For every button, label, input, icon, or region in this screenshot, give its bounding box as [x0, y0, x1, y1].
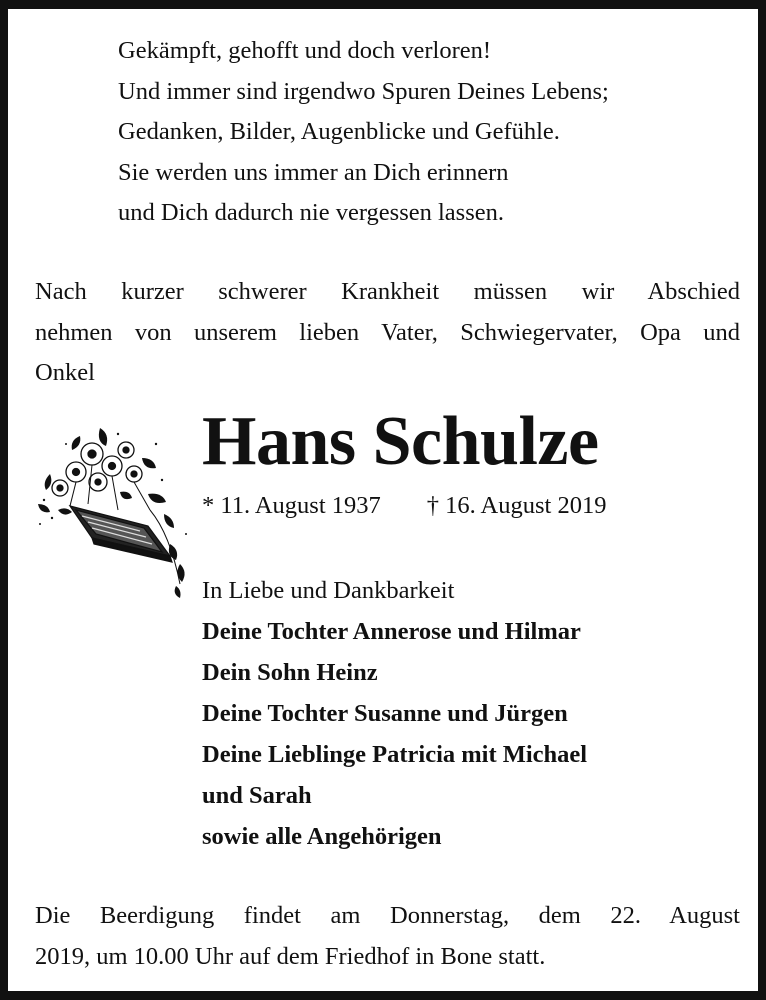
family-member: Deine Tochter Susanne und Jürgen [202, 700, 568, 727]
death-date: † 16. August 2019 [426, 492, 607, 519]
funeral-info [35, 896, 740, 977]
funeral-line: 2019, um 10.00 Uhr auf dem Friedhof in Bone statt. [35, 942, 546, 970]
poem-line: Und immer sind irgendwo Spuren Deines Lebens; [118, 77, 609, 105]
family-signatures [202, 570, 587, 857]
poem-line: und Dich dadurch nie vergessen lassen. [118, 199, 504, 226]
funeral-line: Die Beerdigung findet am Donnerstag, dem 22. August [35, 902, 740, 929]
intro-text [35, 272, 740, 394]
poem-line: Sie werden uns immer an Dich erinnern [118, 158, 509, 186]
family-member: Dein Sohn Heinz [202, 659, 378, 686]
intro-line: nehmen von unserem lieben Vater, Schwiegervater, Opa und [35, 318, 740, 346]
deceased-name: Hans Schulze [202, 403, 599, 480]
intro-line: Onkel [35, 359, 95, 386]
poem [118, 31, 738, 234]
family-member: und Sarah [202, 782, 312, 809]
birth-date: * 11. August 1937 [202, 492, 381, 519]
poem-line: Gekämpft, gehofft und doch verloren! [118, 37, 492, 64]
family-member: Deine Lieblinge Patricia mit Michael [202, 741, 588, 768]
family-member: sowie alle Angehörigen [202, 823, 442, 850]
family-member: Deine Tochter Annerose und Hilmar [202, 618, 581, 645]
intro-line: Nach kurzer schwerer Krankheit müssen wir Abschied [35, 278, 740, 305]
flower-bouquet-icon [30, 414, 200, 604]
dedication-line: In Liebe und Dankbarkeit [202, 577, 455, 604]
life-dates [202, 489, 606, 523]
poem-line: Gedanken, Bilder, Augenblicke und Gefühle. [118, 118, 560, 145]
